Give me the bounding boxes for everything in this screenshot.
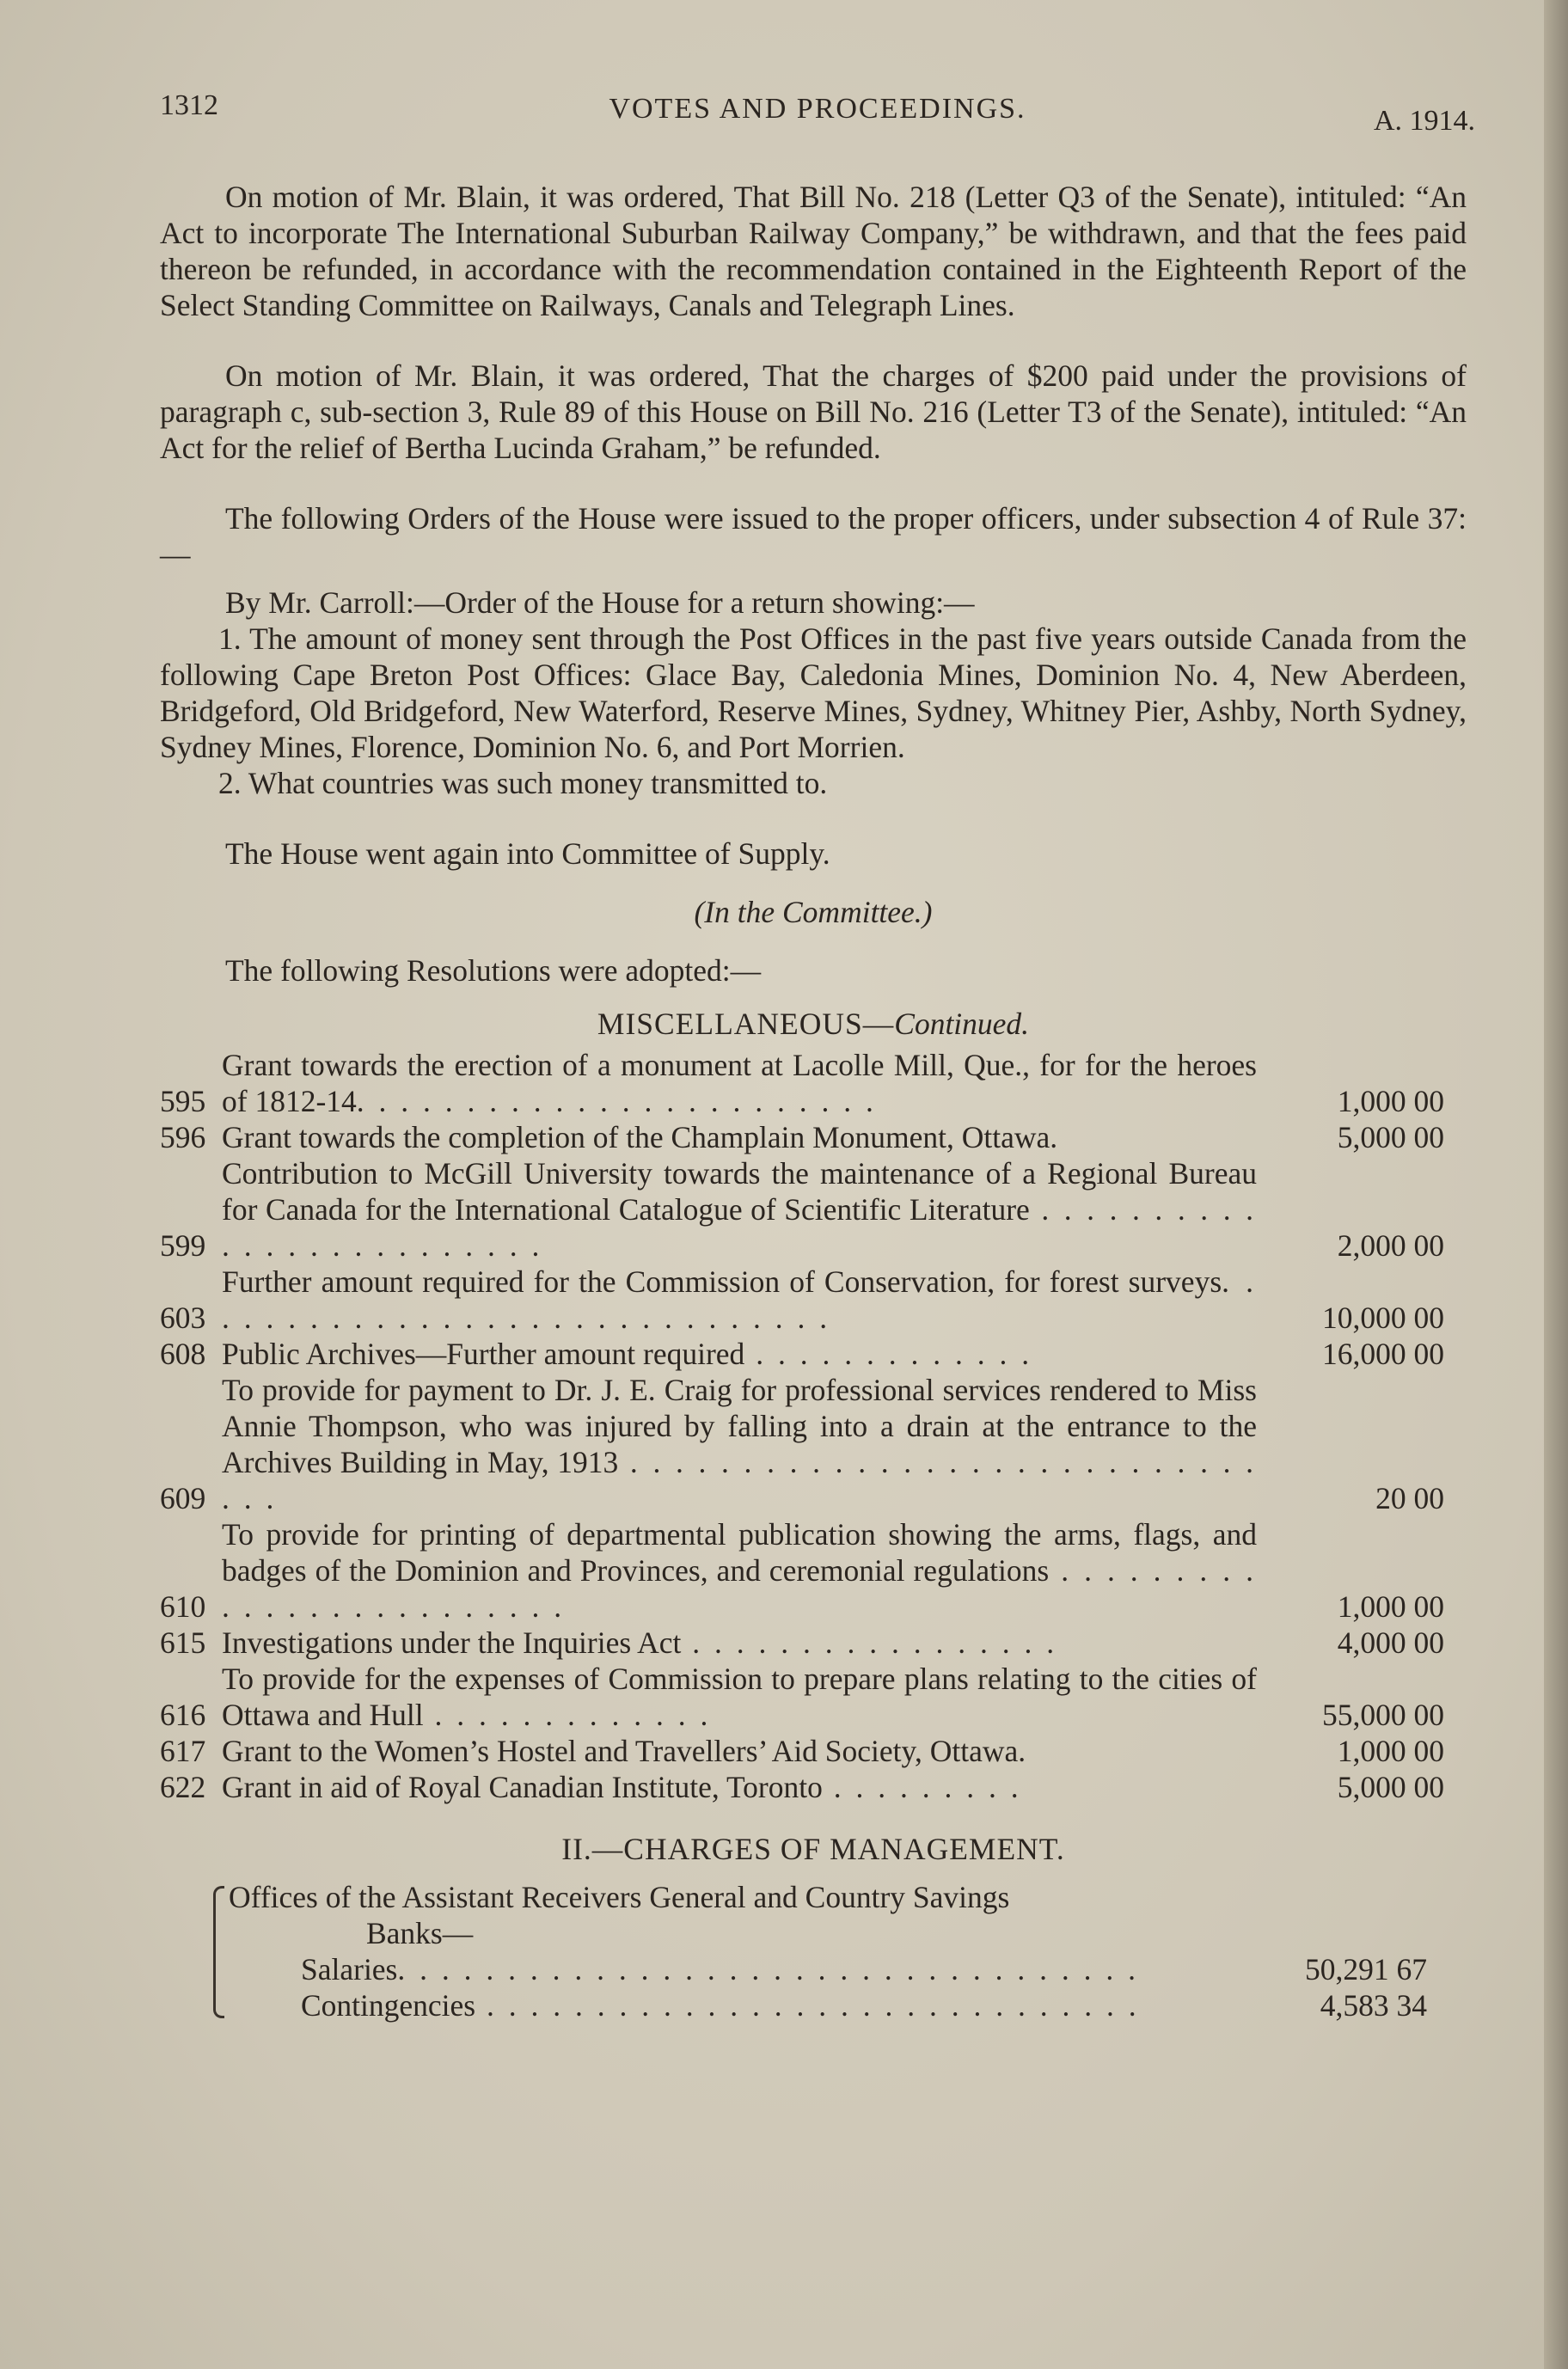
resolution-amount: 5,000 00: [1337, 1120, 1444, 1154]
resolution-row: [160, 1516, 1467, 1625]
management-amount: 4,583 34: [1320, 1988, 1427, 2023]
running-title: VOTES AND PROCEEDINGS.: [609, 93, 1026, 125]
resolution-amount: 2,000 00: [1337, 1228, 1444, 1263]
in-committee-note: (In the Committee.): [694, 895, 933, 929]
resolution-row: [160, 1336, 1467, 1372]
leader-dots: . . . . . . . . . . . . . . . . . . . . . . . . . . . . . .: [475, 1988, 1140, 2023]
book-spine-edge: [1544, 0, 1568, 2369]
resolution-row: [160, 1155, 1467, 1264]
resolutions-intro: The following Resolutions were adopted:—: [225, 953, 762, 988]
resolution-amount: 1,000 00: [1337, 1734, 1444, 1768]
resolution-description: Contribution to McGill University towards the maintenance of a Regional Bureau for Canada for the International Catalogue of Scientific Literature: [222, 1156, 1257, 1227]
resolution-number: 622: [160, 1770, 206, 1804]
resolution-number: 615: [160, 1625, 206, 1660]
leader-dots: . . . . . . . . .: [822, 1770, 1022, 1804]
resolution-description: Grant towards the erection of a monument at Lacolle Mill, Que., for for the heroes of 1812-14: [222, 1048, 1257, 1118]
resolution-row: [160, 1119, 1467, 1155]
resolution-number: 616: [160, 1698, 206, 1732]
motion-paragraph-bill-218: On motion of Mr. Blain, it was ordered, That Bill No. 218 (Letter Q3 of the Senate), intituled: “An Act to incorporate The International Suburban Railway Company,” be withdrawn, and that the fees paid thereon be refunded, in accordance with the recommendation contained in the Eighteenth Report of the Select Standing Committee on Railways, Canals and Telegraph Lines.: [160, 180, 1467, 322]
leader-dots: . . . . . . . . . . . . .: [423, 1698, 712, 1732]
charges-of-management-heading: II.—CHARGES OF MANAGEMENT.: [561, 1832, 1065, 1866]
heading-continued: Continued.: [894, 1007, 1030, 1041]
resolution-row: [160, 1733, 1467, 1769]
bracket-line: [213, 1886, 224, 2018]
leader-dots: . . . . . . . . . . . . . . . . . . . . . . . . . . . . . .: [222, 1264, 1258, 1335]
leader-dots: . . . . . . . . . . . . . . . . . . . . . . . .: [356, 1084, 877, 1118]
resolution-row: [160, 1264, 1467, 1336]
resolution-row: [160, 1625, 1467, 1661]
resolution-description: Grant in aid of Royal Canadian Institute, Toronto: [222, 1770, 823, 1804]
resolution-number: 603: [160, 1301, 206, 1335]
resolution-number: 596: [160, 1120, 206, 1154]
session-label: A. 1914.: [1373, 105, 1475, 137]
resolution-description: To provide for the expenses of Commission to prepare plans relating to the cities of Ottawa and Hull: [222, 1662, 1257, 1732]
heading-main: MISCELLANEOUS—: [597, 1007, 895, 1041]
page-body: [160, 179, 1467, 2023]
resolution-amount: 20 00: [1375, 1481, 1444, 1515]
motion-paragraph-bill-216: On motion of Mr. Blain, it was ordered, That the charges of $200 paid under the provisions of paragraph c, sub-section 3, Rule 89 of this House on Bill No. 216 (Letter T3 of the Senate), intituled: “An Act for the relief of Bertha Lucinda Graham,” be refunded.: [160, 358, 1467, 465]
resolution-amount: 16,000 00: [1322, 1337, 1444, 1371]
committee-of-supply-paragraph: The House went again into Committee of Supply.: [225, 836, 830, 871]
management-amount: 50,291 67: [1305, 1952, 1427, 1986]
resolution-list: [160, 1047, 1467, 1805]
resolution-description: Public Archives—Further amount required: [222, 1337, 745, 1371]
leader-dots: . . . . . . . . . . . . . . . . . . . . . . . . .: [222, 1553, 1258, 1624]
resolution-row: [160, 1372, 1467, 1516]
resolution-amount: 55,000 00: [1322, 1698, 1444, 1732]
resolution-number: 609: [160, 1481, 206, 1515]
resolution-amount: 5,000 00: [1337, 1770, 1444, 1804]
resolution-amount: 4,000 00: [1337, 1625, 1444, 1660]
page-number: 1312: [160, 89, 218, 121]
leader-dots: . . . . . . . . . . . . . . . . . . . . . . . . . . . . . . .: [222, 1445, 1258, 1515]
resolution-number: 608: [160, 1337, 206, 1371]
leader-dots: . . . . . . . . . . . . .: [744, 1337, 1033, 1371]
resolutions-heading: [160, 1006, 1467, 1042]
resolution-description: Grant towards the completion of the Champlain Monument, Ottawa.: [222, 1120, 1058, 1154]
resolution-amount: 10,000 00: [1322, 1301, 1444, 1335]
order-carroll-paragraph: By Mr. Carroll:—Order of the House for a return showing:—: [225, 585, 975, 620]
leader-dots: . . . . . . . . . . . . . . . . . . . . . . . . .: [222, 1192, 1257, 1263]
block-title-line2: Banks—: [366, 1916, 474, 1950]
resolution-row: [160, 1769, 1467, 1805]
page-header: [160, 86, 1475, 138]
resolution-description: Further amount required for the Commission of Conservation, for forest surveys: [222, 1264, 1222, 1299]
resolution-description: To provide for payment to Dr. J. E. Craig for professional services rendered to Miss Annie Thompson, who was injured by falling into a drain at the entrance to the Archives Building in May, 1913: [222, 1373, 1257, 1479]
management-row-salaries: [229, 1951, 1467, 1987]
management-label: Contingencies: [301, 1988, 476, 2023]
management-label: Salaries: [301, 1952, 398, 1986]
resolution-number: 599: [160, 1228, 206, 1263]
order-item-2: 2. What countries was such money transmitted to.: [218, 766, 828, 800]
resolution-number: 595: [160, 1084, 206, 1118]
resolution-number: 617: [160, 1734, 206, 1768]
resolution-description: Investigations under the Inquiries Act: [222, 1625, 682, 1660]
resolution-description: Grant to the Women’s Hostel and Travellers’ Aid Society, Ottawa.: [222, 1734, 1026, 1768]
resolution-amount: 1,000 00: [1337, 1084, 1444, 1118]
block-title-line1: Offices of the Assistant Receivers General and Country Savings: [229, 1880, 1010, 1914]
leader-dots: . . . . . . . . . . . . . . . . . . . . . . . . . . . . . . . . . .: [397, 1952, 1140, 1986]
receivers-general-block: [160, 1879, 1467, 2023]
resolution-number: 610: [160, 1589, 206, 1624]
order-item-1: 1. The amount of money sent through the Post Offices in the past five years outside Canada from the following Cape Breton Post Offices: Glace Bay, Caledonia Mines, Dominion No. 4, New Aberdeen, Bridgeford, Old Bridgeford, New Waterford, Reserve Mines, Sydney, Whitney Pier, Ashby, North Sydney, Sydney Mines, Florence, Dominion No. 6, and Port Morrien.: [160, 621, 1467, 764]
resolution-amount: 1,000 00: [1337, 1589, 1444, 1624]
management-row-contingencies: [229, 1987, 1467, 2023]
orders-intro-paragraph: The following Orders of the House were issued to the proper officers, under subsection 4 of Rule 37:—: [160, 501, 1467, 572]
resolution-row: [160, 1047, 1467, 1119]
resolution-description: To provide for printing of departmental publication showing the arms, flags, and badges of the Dominion and Provinces, and ceremonial regulations: [222, 1517, 1257, 1588]
resolution-row: [160, 1661, 1467, 1733]
leader-dots: . . . . . . . . . . . . . . . . .: [681, 1625, 1058, 1660]
